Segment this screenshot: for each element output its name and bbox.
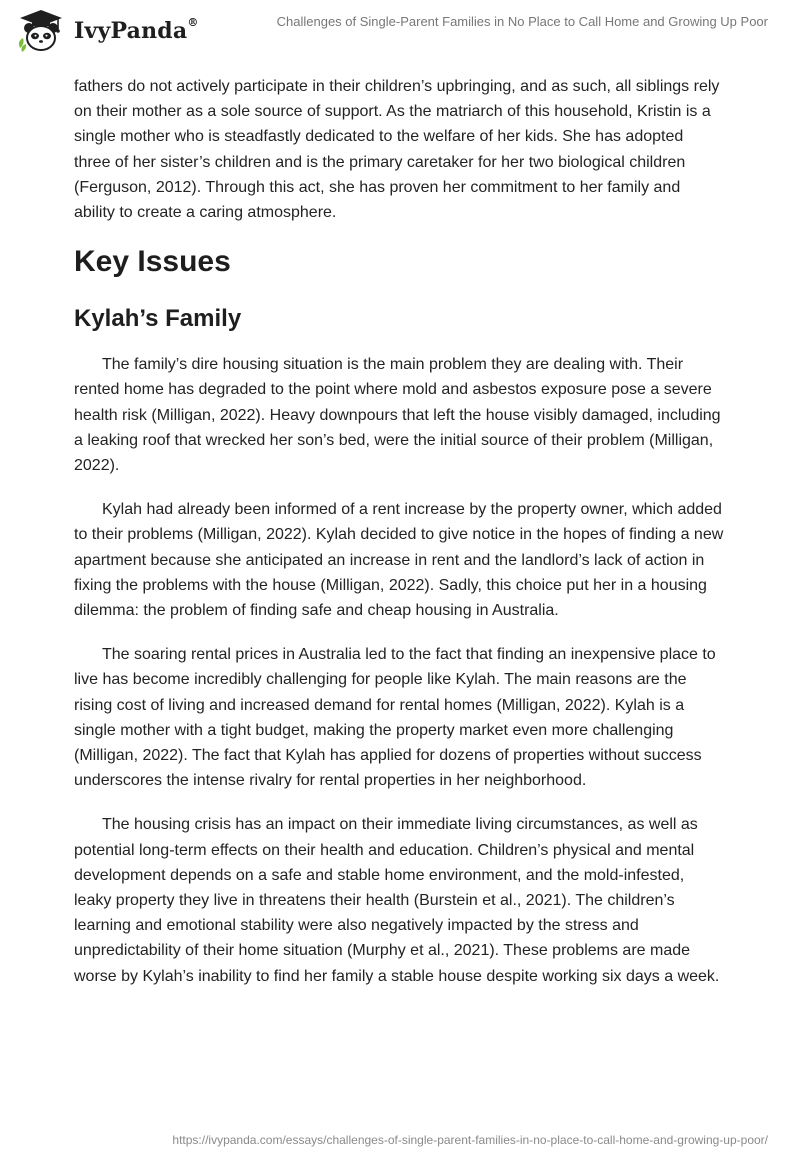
source-url[interactable]: https://ivypanda.com/essays/challenges-of-single-parent-families-in-no-place-to-call-home-and-growing-up-poor/ <box>172 1133 768 1147</box>
registered-mark: ® <box>187 16 199 29</box>
section-heading-key-issues: Key Issues <box>74 245 231 279</box>
body-paragraph: The family’s dire housing situation is the main problem they are dealing with. Their rented home has degraded to the point where mold and asbestos exposure pose a severe health risk (Milligan, 2022). Heavy downpours that left the house visibly damaged, including a leaking roof that wrecked her son’s bed, were the initial source of their problem (Milligan, 2022). <box>74 356 721 475</box>
intro-paragraph: fathers do not actively participate in their children’s upbringing, and as such, all siblings rely on their mother as a sole source of support. As the matriarch of this household, Kristin is a single mother who is steadfastly dedicated to the welfare of her kids. She has adopted three of her sister’s children and is the primary caretaker for her two biological children (Ferguson, 2012). Through this act, she has proven her commitment to her family and ability to create a caring atmosphere. <box>74 78 720 222</box>
document-title: Challenges of Single-Parent Families in No Place to Call Home and Growing Up Poor <box>276 14 768 29</box>
page-header <box>0 0 800 62</box>
body-paragraph: The housing crisis has an impact on their immediate living circumstances, as well as potential long-term effects on their health and education. Children’s physical and mental development depends on a safe and stable home environment, and the mold-infested, leaky property they live in threatens their health (Burstein et al., 2021). The children’s learning and emotional stability were also negatively impacted by the stress and unpredictability of their home situation (Murphy et al., 2021). These problems are made worse by Kylah’s inability to find her family a stable house despite working six days a week. <box>74 816 720 985</box>
subsection-heading-kylahs-family: Kylah’s Family <box>74 305 242 333</box>
ivypanda-logo[interactable] <box>14 8 199 54</box>
logo-wordmark: IvyPanda® <box>74 16 199 44</box>
body-paragraph: The soaring rental prices in Australia led to the fact that finding an inexpensive place to live has become incredibly challenging for people like Kylah. The main reasons are the rising cost of living and increased demand for rental homes (Milligan, 2022). Kylah is a single mother with a tight budget, making the property market even more challenging (Milligan, 2022). The fact that Kylah has applied for dozens of properties without success underscores the intense rivalry for rental properties in her neighborhood. <box>74 646 716 790</box>
essay-content <box>74 74 724 1008</box>
body-paragraph: Kylah had already been informed of a rent increase by the property owner, which added to their problems (Milligan, 2022). Kylah decided to give notice in the hopes of finding a new apartment because she anticipated an increase in rent and the landlord’s lack of action in fixing the problems with the house (Milligan, 2022). Sadly, this choice put her in a housing dilemma: the problem of finding safe and cheap housing in Australia. <box>74 501 724 620</box>
panda-graduate-icon <box>14 8 68 54</box>
